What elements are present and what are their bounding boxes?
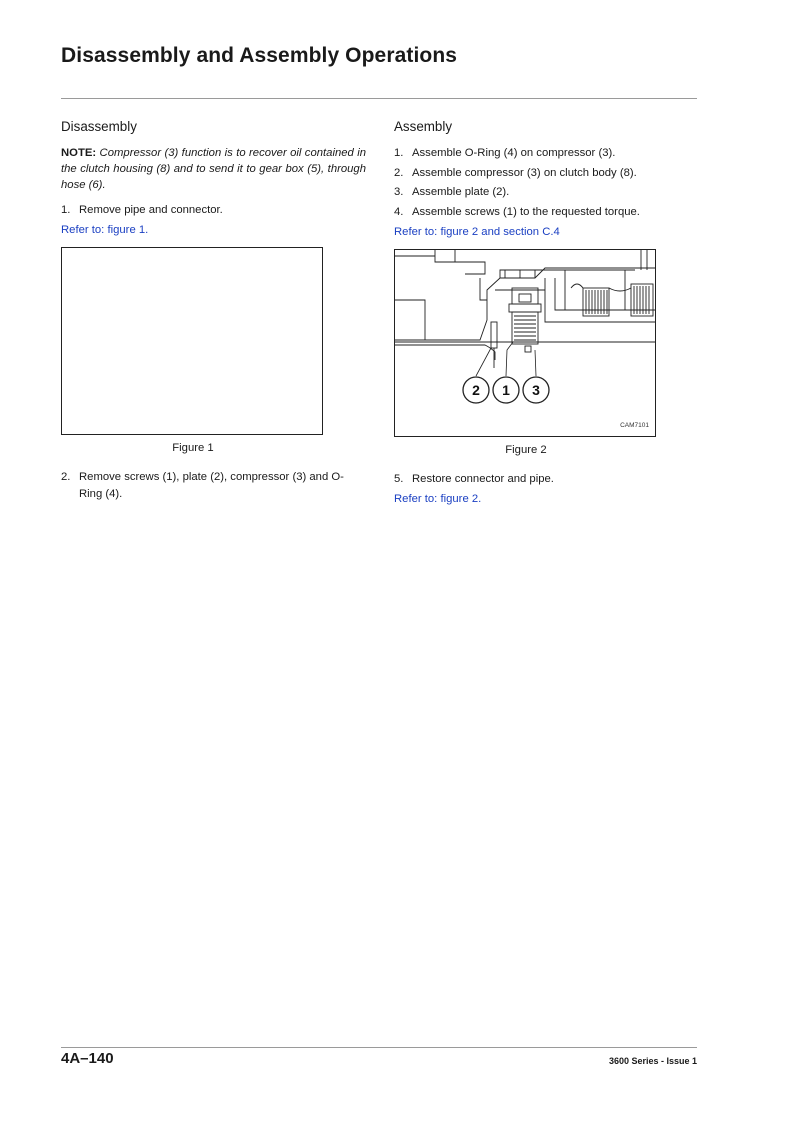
note-label: NOTE: — [61, 146, 97, 159]
step-number: 1. — [61, 203, 71, 216]
reference-link-figure-2[interactable]: Refer to: figure 2. — [394, 492, 482, 505]
step-number: 5. — [394, 473, 404, 486]
assembly-step — [394, 184, 698, 201]
callout-label: 3 — [532, 382, 540, 399]
step-text: Assemble plate (2). — [412, 186, 510, 199]
assembly-step — [394, 471, 698, 488]
reference-link-figure-2-section-c4[interactable]: Refer to: figure 2 and section C.4 — [394, 225, 560, 238]
figure-1-image — [61, 247, 323, 435]
step-text: Remove screws (1), plate (2), compressor (3) and O-Ring (4). — [79, 471, 344, 500]
disassembly-step — [61, 202, 366, 219]
step-number: 2. — [61, 471, 71, 484]
assembly-heading: Assembly — [394, 119, 453, 134]
header-divider — [61, 98, 697, 99]
assembly-step — [394, 145, 698, 162]
compressor-technical-drawing — [395, 250, 656, 437]
figure-1-caption: Figure 1 — [172, 442, 214, 455]
callout-label: 2 — [472, 382, 480, 399]
step-number: 3. — [394, 186, 404, 199]
step-number: 1. — [394, 146, 404, 159]
callout-label: 1 — [502, 382, 510, 399]
step-text: Assemble screws (1) to the requested torque. — [412, 205, 640, 218]
disassembly-column — [61, 117, 366, 506]
footer-divider — [61, 1047, 697, 1048]
step-text: Restore connector and pipe. — [412, 473, 554, 486]
page-number: 4A–140 — [61, 1050, 114, 1067]
step-number: 4. — [394, 205, 404, 218]
reference-link-figure-1[interactable]: Refer to: figure 1. — [61, 223, 149, 236]
assembly-step — [394, 204, 698, 221]
assembly-column — [394, 117, 698, 517]
disassembly-step — [61, 469, 366, 502]
step-text: Assemble O-Ring (4) on compressor (3). — [412, 146, 616, 159]
note-paragraph — [61, 145, 366, 193]
assembly-step — [394, 165, 698, 182]
note-text: Compressor (3) function is to recover oil contained in the clutch housing (8) and to send it to gear box (5), through hose (6). — [61, 146, 366, 191]
step-text: Assemble compressor (3) on clutch body (8). — [412, 166, 637, 179]
figure-2-image — [394, 249, 656, 437]
step-number: 2. — [394, 166, 404, 179]
figure-2-caption: Figure 2 — [505, 444, 547, 457]
disassembly-heading: Disassembly — [61, 119, 137, 134]
figure-code: CAM7101 — [620, 421, 649, 429]
series-issue: 3600 Series - Issue 1 — [608, 1056, 697, 1066]
page-title: Disassembly and Assembly Operations — [61, 44, 458, 67]
step-text: Remove pipe and connector. — [79, 203, 223, 216]
